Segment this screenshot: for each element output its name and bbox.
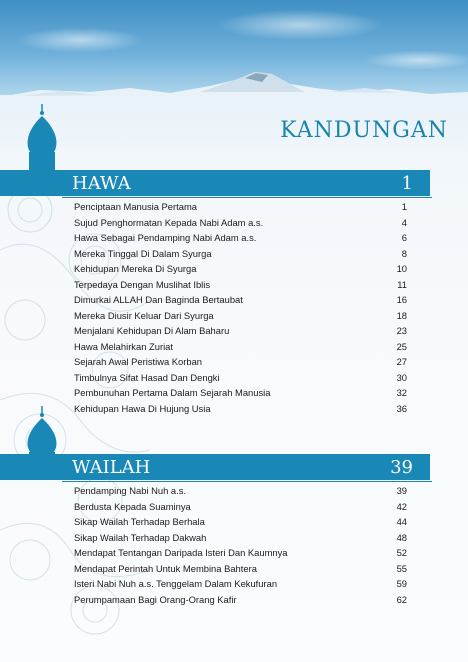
toc-entry-title: Penciptaan Manusia Pertama: [74, 201, 197, 212]
toc-entry-page-number: 55: [396, 562, 407, 574]
toc-entry[interactable]: [74, 370, 407, 386]
toc-entry[interactable]: [74, 592, 407, 608]
toc-entry[interactable]: [74, 530, 407, 546]
toc-entry-title: Isteri Nabi Nuh a.s. Tenggelam Dalam Kekufuran: [74, 578, 278, 589]
toc-entry-title: Mereka Tinggal Di Dalam Syurga: [74, 247, 212, 259]
toc-entry[interactable]: [74, 199, 407, 215]
toc-entry-title: Berdusta Kepada Suaminya: [74, 500, 191, 512]
toc-entry-title: Terpedaya Dengan Muslihat Iblis: [74, 278, 211, 290]
toc-entry-title: Pendamping Nabi Nuh a.s.: [74, 485, 187, 496]
toc-entry-page-number: 23: [396, 325, 407, 336]
toc-entry[interactable]: [74, 261, 407, 277]
toc-entry-title: Sikap Wailah Terhadap Dakwah: [74, 531, 207, 543]
toc-entry-page-number: 30: [396, 371, 407, 383]
toc-entry-title: Hawa Sebagai Pendamping Nabi Adam a.s.: [74, 232, 257, 243]
toc-entry-title: Hawa Melahirkan Zuriat: [74, 340, 173, 352]
toc-entry-page-number: 32: [396, 387, 407, 398]
toc-entry-page-number: 59: [396, 578, 407, 589]
toc-entry-page-number: 25: [396, 340, 407, 352]
toc-entry[interactable]: [74, 576, 407, 592]
toc-entry-title: Perumpamaan Bagi Orang-Orang Kafir: [74, 593, 237, 605]
toc-entry[interactable]: [74, 246, 407, 262]
toc-entry[interactable]: [74, 545, 407, 561]
toc-entry-title: Sujud Penghormatan Kepada Nabi Adam a.s.: [74, 216, 264, 228]
section-header-hawa: [0, 170, 430, 196]
toc-entry-title: Kehidupan Hawa Di Hujung Usia: [74, 402, 211, 414]
toc-entry-title: Dimurkai ALLAH Dan Baginda Bertaubat: [74, 294, 243, 305]
toc-entry-title: Kehidupan Mereka Di Syurga: [74, 263, 197, 274]
toc-entry-title: Mendapat Perintah Untuk Membina Bahtera: [74, 562, 257, 574]
toc-entry-page-number: 42: [396, 500, 407, 512]
toc-entry[interactable]: [74, 215, 407, 231]
toc-entry-title: Mendapat Tentangan Daripada Isteri Dan Kaumnya: [74, 547, 288, 558]
toc-entry-page-number: 6: [401, 232, 407, 243]
toc-entry-page-number: 18: [396, 309, 407, 321]
toc-entry-title: Menjalani Kehidupan Di Alam Baharu: [74, 325, 230, 336]
mosque-dome-icon: [22, 104, 62, 172]
toc-entry-title: Pembunuhan Pertama Dalam Sejarah Manusia: [74, 387, 271, 398]
section-page-number: 39: [390, 457, 413, 478]
toc-entry[interactable]: [74, 385, 407, 401]
section-title: WAILAH: [72, 457, 151, 478]
mosque-dome-icon: [22, 406, 62, 458]
toc-entry-page-number: 39: [396, 485, 407, 496]
toc-entry-page-number: 48: [396, 531, 407, 543]
divider: [62, 197, 432, 198]
toc-entry-page-number: 27: [396, 356, 407, 367]
toc-entry[interactable]: [74, 308, 407, 324]
toc-list-hawa: [74, 199, 407, 416]
toc-entry-page-number: 16: [396, 294, 407, 305]
toc-entry[interactable]: [74, 277, 407, 293]
toc-entry-page-number: 44: [396, 516, 407, 527]
toc-entry[interactable]: [74, 483, 407, 499]
toc-entry[interactable]: [74, 401, 407, 417]
toc-entry[interactable]: [74, 499, 407, 515]
toc-entry-title: Mereka Diusir Keluar Dari Syurga: [74, 309, 214, 321]
toc-entry[interactable]: [74, 339, 407, 355]
toc-entry[interactable]: [74, 230, 407, 246]
toc-entry[interactable]: [74, 292, 407, 308]
toc-entry-page-number: 10: [396, 263, 407, 274]
toc-entry-title: Sejarah Awal Peristiwa Korban: [74, 356, 203, 367]
toc-entry-page-number: 62: [396, 593, 407, 605]
toc-entry-page-number: 52: [396, 547, 407, 558]
toc-entry[interactable]: [74, 323, 407, 339]
toc-entry-page-number: 1: [401, 201, 407, 212]
divider: [62, 481, 432, 482]
snowy-mountains-image: [0, 62, 468, 112]
toc-list-wailah: [74, 483, 407, 607]
page-title: KANDUNGAN: [280, 118, 448, 143]
toc-entry-title: Sikap Wailah Terhadap Berhala: [74, 516, 205, 527]
toc-entry[interactable]: [74, 561, 407, 577]
toc-entry-page-number: 8: [401, 247, 407, 259]
toc-entry-page-number: 4: [401, 216, 407, 228]
toc-entry-page-number: 36: [396, 402, 407, 414]
toc-entry-title: Timbulnya Sifat Hasad Dan Dengki: [74, 371, 220, 383]
section-header-wailah: [0, 454, 430, 480]
section-page-number: 1: [401, 173, 413, 194]
toc-entry[interactable]: [74, 354, 407, 370]
toc-entry-page-number: 11: [397, 278, 407, 290]
toc-entry[interactable]: [74, 514, 407, 530]
section-title: HAWA: [72, 173, 131, 194]
